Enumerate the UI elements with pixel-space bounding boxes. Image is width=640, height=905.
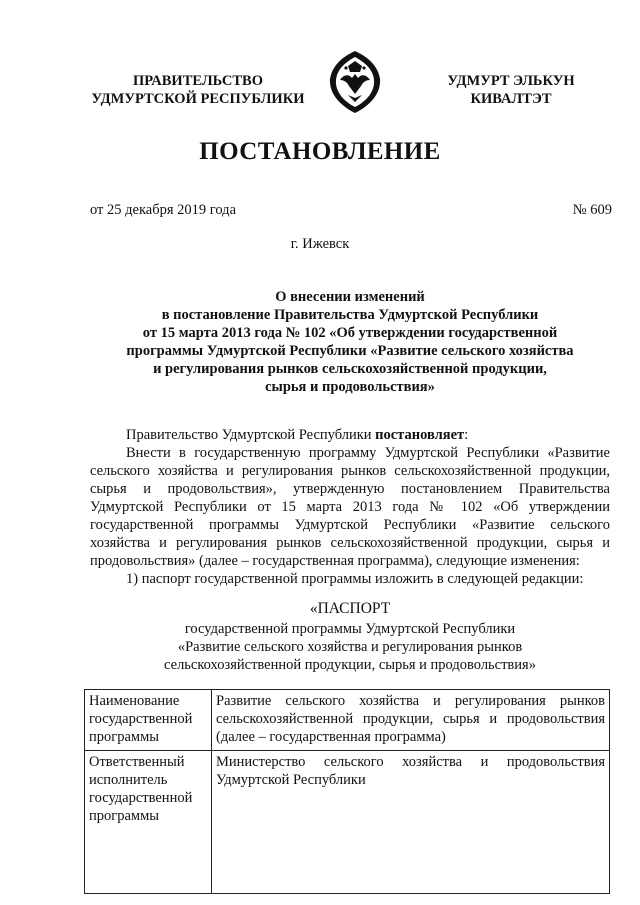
passport-line: сельскохозяйственной продукции, сырья и продовольствия» — [164, 657, 536, 673]
subject-line: программы Удмуртской Республики «Развитие сельского хозяйства — [126, 343, 574, 359]
subject-line: и регулирования рынков сельскохозяйственной продукции, — [153, 361, 547, 377]
row-value: Министерство сельского хозяйства и продовольствия Удмуртской Республики — [212, 751, 610, 894]
intro-text: Правительство Удмуртской Республики — [126, 427, 376, 443]
government-name-line: ПРАВИТЕЛЬСТВО — [133, 73, 263, 89]
intro-punct: : — [464, 427, 469, 443]
government-name-udmurt — [408, 72, 614, 108]
change-paragraph — [90, 444, 610, 570]
item-1: 1) паспорт государственной программы изложить в следующей редакции: — [126, 571, 584, 587]
document-title: ПОСТАНОВЛЕНИЕ — [199, 138, 441, 165]
row-label: Наименование государственной программы — [85, 690, 212, 751]
subject-line: в постановление Правительства Удмуртской Республики — [161, 307, 539, 323]
subject-line: от 15 марта 2013 года № 102 «Об утверждении государственной — [142, 325, 558, 341]
subject-line: сырья и продовольствия» — [265, 379, 435, 395]
table-row — [85, 690, 610, 751]
paragraph-line: Удмуртской Республики от 15 марта 2013 года № 102 «Об утверждении — [90, 499, 610, 515]
paragraph-line: продовольствия» (далее – государственная программа), следующие изменения: — [90, 553, 580, 569]
document-city: г. Ижевск — [290, 236, 350, 252]
government-name-line: КИВАЛТЭТ — [470, 91, 552, 107]
paragraph-line: сырья и продовольствия», утвержденную постановлением Правительства — [90, 481, 610, 497]
document-date: от 25 декабря 2019 года — [90, 202, 236, 218]
coat-of-arms-icon — [326, 50, 384, 114]
passport-table — [84, 689, 610, 894]
government-name-russian — [84, 72, 312, 108]
intro-paragraph — [90, 426, 610, 444]
document-body — [90, 426, 610, 588]
row-value: Развитие сельского хозяйства и регулирования рынков сельскохозяйственной продукции, сырья и продовольствия (далее – государственная программа) — [212, 690, 610, 751]
document-subject — [90, 288, 610, 396]
passport-line: «Развитие сельского хозяйства и регулирования рынков — [177, 639, 523, 655]
passport-line: государственной программы Удмуртской Республики — [184, 621, 516, 637]
paragraph-line: сельского хозяйства и регулирования рынков сельскохозяйственной продукции, — [90, 463, 610, 479]
document-number: № 609 — [572, 202, 612, 218]
passport-heading — [90, 600, 610, 674]
paragraph-line: государственной программы Удмуртской Республики «Развитие сельского — [90, 517, 610, 533]
row-label: Ответственный исполнитель государственной программы — [85, 751, 212, 894]
table-row — [85, 751, 610, 894]
subject-line: О внесении изменений — [275, 289, 425, 305]
passport-title: «ПАСПОРТ — [309, 600, 391, 617]
intro-verb: постановляет — [375, 427, 465, 443]
government-name-line: УДМУРТ ЭЛЬКУН — [447, 73, 575, 89]
government-name-line: УДМУРТСКОЙ РЕСПУБЛИКИ — [91, 91, 305, 107]
paragraph-line: Внести в государственную программу Удмуртской Республики «Развитие — [126, 445, 610, 461]
paragraph-line: хозяйства и регулирования рынков сельскохозяйственной продукции, сырья и — [90, 535, 610, 551]
